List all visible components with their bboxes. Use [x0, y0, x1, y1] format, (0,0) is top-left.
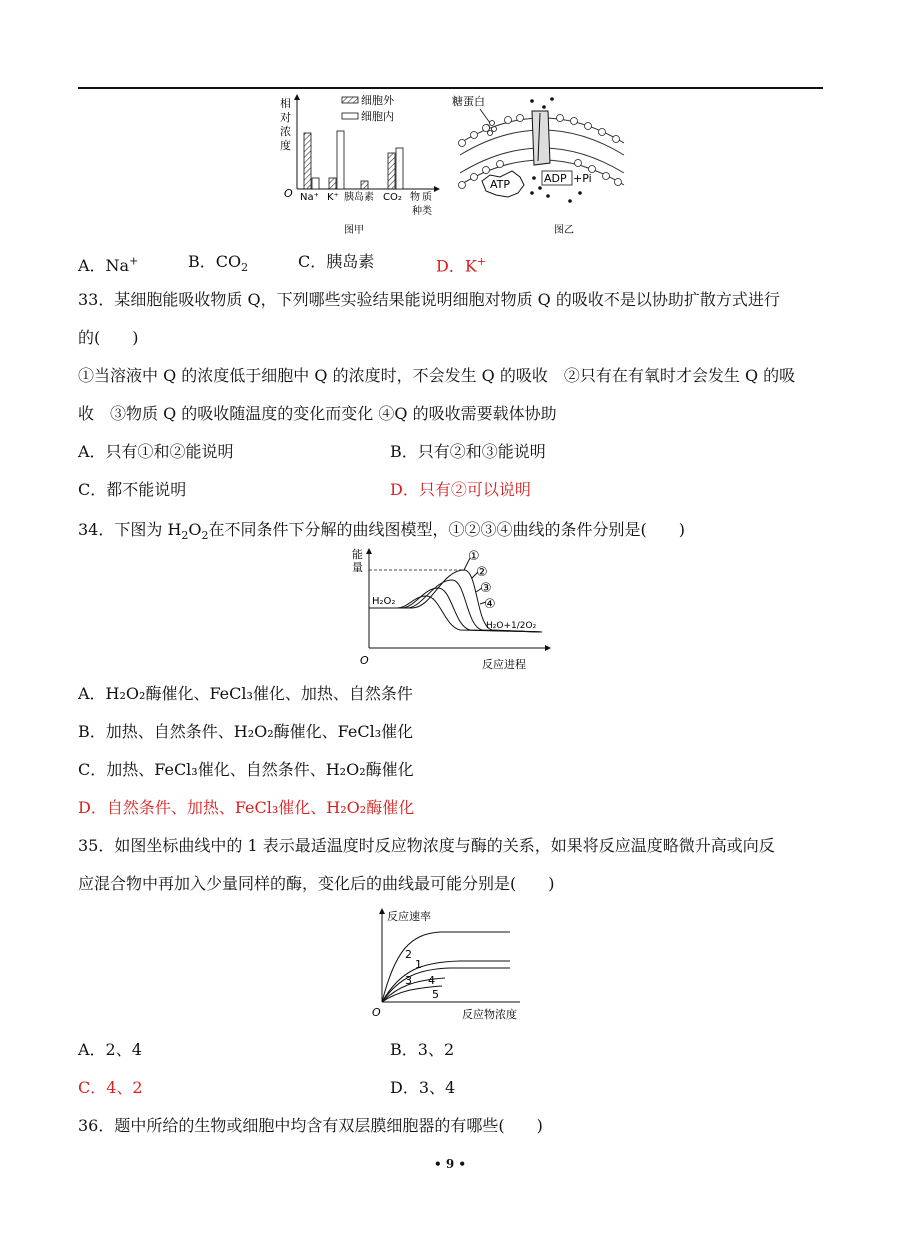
energy-start-label: H₂O₂: [372, 596, 396, 607]
yi-atp: ATP: [490, 178, 511, 191]
energy-label-3: ③: [480, 581, 492, 596]
q35-stem-line2: 应混合物中再加入少量同样的酶，变化后的曲线最可能分别是( ): [78, 874, 555, 893]
q32-option-a: A．Na+: [78, 255, 139, 276]
q33-option-d: D．只有②可以说明: [390, 480, 531, 499]
rate-label-1: 1: [415, 958, 422, 971]
q36-stem: 36．题中所给的生物或细胞中均含有双层膜细胞器的有哪些( ): [78, 1116, 543, 1135]
figure-yi: [452, 93, 632, 238]
jia-legend-out: 细胞外: [361, 94, 394, 107]
energy-ylabel-2: 量: [352, 561, 363, 574]
q33-stem-line2: 的( ): [78, 328, 139, 347]
energy-ylabel-1: 能: [352, 548, 363, 561]
q34-option-d: D．自然条件、加热、FeCl₃催化、H₂O₂酶催化: [78, 798, 415, 817]
yi-adp: ADP: [544, 172, 567, 185]
jia-xlabel-3: 种类: [412, 206, 432, 217]
q35-option-a: A．2、4: [78, 1040, 142, 1059]
energy-label-1: ①: [468, 549, 480, 564]
rate-label-5: 5: [432, 988, 439, 1001]
energy-end-label: H₂O+1/2O₂: [486, 621, 537, 631]
q33-option-b: B．只有②和③能说明: [390, 442, 546, 461]
bar-insulin-out: [361, 181, 368, 189]
rate-ylabel: 反应速率: [387, 910, 431, 923]
jia-cat-k: K⁺: [327, 192, 339, 203]
bar-k-out: [329, 178, 336, 189]
jia-ylabel-3: 浓: [280, 125, 291, 138]
q32-option-c: C．胰岛素: [298, 252, 375, 271]
figure-energy: [352, 546, 562, 674]
rate-xlabel: 反应物浓度: [462, 1008, 517, 1021]
jia-xlabel-2: 质: [422, 192, 432, 203]
header-rule: [78, 87, 823, 89]
yi-glyco-label: 糖蛋白: [452, 95, 485, 108]
jia-xlabel-1: 物: [410, 192, 420, 203]
q33-conditions-line2: 收 ③物质 Q 的吸收随温度的变化而变化 ④Q 的吸收需要载体协助: [78, 404, 557, 423]
rate-curve-2: [382, 932, 510, 1002]
q34-option-b: B．加热、自然条件、H₂O₂酶催化、FeCl₃催化: [78, 722, 414, 741]
jia-origin: O: [284, 187, 293, 200]
figure-rate: [370, 906, 535, 1024]
rate-label-2: 2: [405, 948, 412, 961]
page-number: • 9 •: [433, 1157, 467, 1171]
q32-option-b: B．$CO_2$: [188, 252, 249, 275]
q35-option-d: D．3、4: [390, 1078, 456, 1097]
jia-cat-insulin: 胰岛素: [344, 192, 374, 203]
jia-cat-na: Na⁺: [300, 192, 319, 203]
rate-label-4: 4: [428, 974, 435, 987]
q32-option-d: D．K+: [436, 255, 487, 276]
q35-option-b: B．3、2: [390, 1040, 455, 1059]
q35-option-c: C．4、2: [78, 1078, 143, 1097]
bar-co2-out: [388, 153, 395, 189]
bar-na-in: [312, 178, 319, 189]
rate-label-3: 3: [405, 974, 412, 987]
q33-option-c: C．都不能说明: [78, 480, 187, 499]
rate-origin: O: [372, 1006, 381, 1019]
yi-caption: 图乙: [554, 225, 574, 236]
q34-stem: 34．下图为 $H_2O_2$在不同条件下分解的曲线图模型，①②③④曲线的条件分别是( ): [78, 520, 686, 543]
bar-co2-in: [396, 148, 403, 189]
energy-xlabel: 反应进程: [482, 658, 526, 671]
jia-legend-in: 细胞内: [361, 110, 394, 123]
jia-ylabel-4: 度: [280, 139, 291, 152]
q35-stem-line1: 35．如图坐标曲线中的 1 表示最适温度时反应物浓度与酶的关系，如果将反应温度略微升高或向反: [78, 836, 775, 855]
rate-curve-3: [382, 968, 510, 1002]
energy-origin: O: [360, 654, 369, 667]
q33-stem-line1: 33．某细胞能吸收物质 Q，下列哪些实验结果能说明细胞对物质 Q 的吸收不是以协助扩散方式进行: [78, 290, 780, 309]
jia-cat-co2: CO₂: [383, 192, 402, 203]
q34-option-c: C．加热、FeCl₃催化、自然条件、H₂O₂酶催化: [78, 760, 414, 779]
jia-ylabel-1: 相: [280, 97, 291, 110]
figure-jia: [272, 93, 447, 238]
jia-caption: 图甲: [344, 225, 364, 236]
yi-pi: +Pi: [573, 172, 592, 185]
q32-options: [78, 252, 487, 276]
bar-na-out: [304, 133, 311, 189]
energy-label-2: ②: [476, 565, 488, 580]
bar-k-in: [337, 131, 344, 189]
energy-label-4: ④: [484, 597, 496, 612]
q33-option-a: A．只有①和②能说明: [78, 442, 234, 461]
q34-option-a: A．H₂O₂酶催化、FeCl₃催化、加热、自然条件: [78, 684, 413, 703]
jia-ylabel-2: 对: [280, 111, 291, 124]
q33-conditions-line1: ①当溶液中 Q 的浓度低于细胞中 Q 的浓度时，不会发生 Q 的吸收 ②只有在有氧时才会发生 Q 的吸: [78, 366, 796, 385]
